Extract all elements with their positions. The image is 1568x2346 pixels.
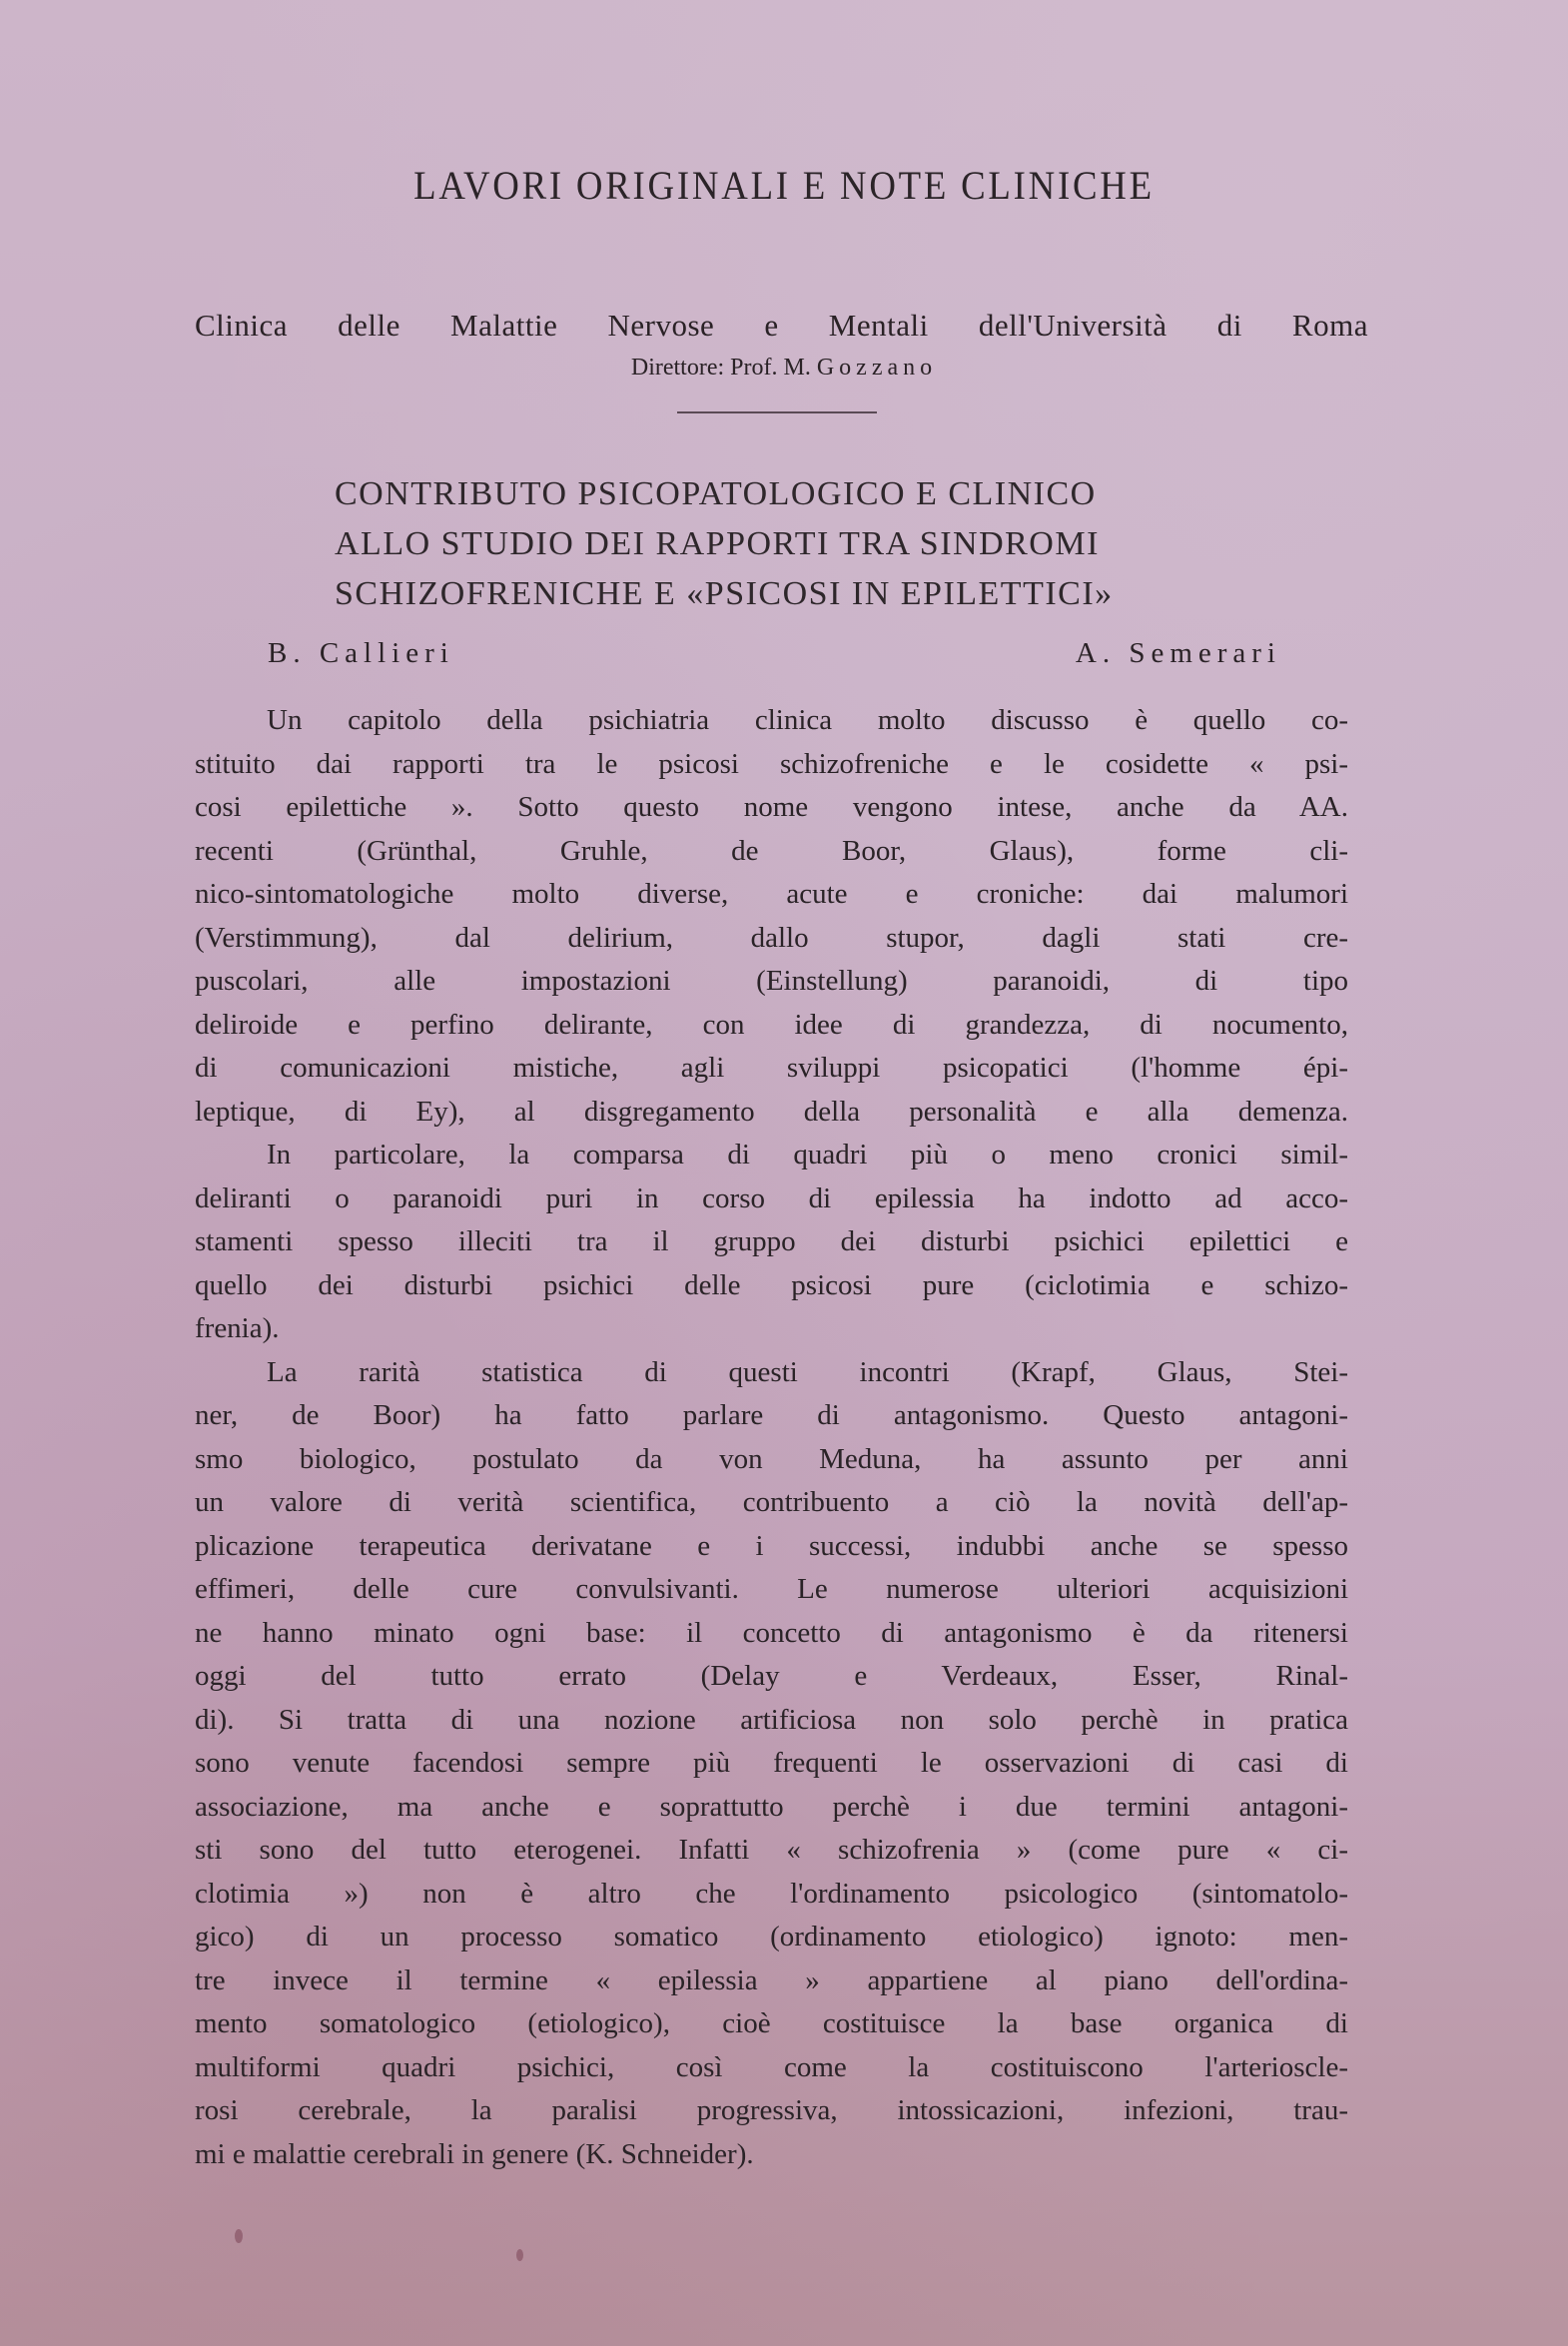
paper-stain [235,2229,243,2243]
text-line: sono venute facendosi sempre più frequenti le osservazioni di casi di [195,1747,1348,1779]
text-line: recenti (Grünthal, Gruhle, de Boor, Glaus), forme cli- [195,834,1348,867]
director-line [0,355,1568,382]
text-line: puscolari, alle impostazioni (Einstellung) paranoidi, di tipo [195,965,1348,997]
title-line: ALLO STUDIO DEI RAPPORTI TRA SINDROMI [335,525,1100,562]
text-line: clotimia ») non è altro che l'ordinamento psicologico (sintomatolo- [195,1877,1348,1910]
text-line: plicazione terapeutica derivatane e i successi, indubbi anche se spesso [195,1529,1348,1562]
text-line: cosi epilettiche ». Sotto questo nome vengono intese, anche da AA. [195,791,1348,823]
director-name: Gozzano [816,355,938,381]
text-line: gico) di un processo somatico (ordinamento etiologico) ignoto: men- [195,1921,1348,1953]
institute-name: Clinica delle Malattie Nervose e Mentali dell'Università di Roma [195,308,1368,343]
article-body [195,699,1348,2176]
author: B. Callieri [268,637,454,669]
text-line: tre invece il termine « epilessia » appartiene al piano dell'ordina- [195,1963,1348,1996]
text-line: effimeri, delle cure convulsivanti. Le numerose ulteriori acquisizioni [195,1573,1348,1605]
text-line: stamenti spesso illeciti tra il gruppo dei disturbi psichici epilettici e [195,1225,1348,1257]
director-label: Direttore: Prof. M. [630,355,811,381]
text-line: nico-sintomatologiche molto diverse, acute e croniche: dai malumori [195,878,1348,910]
text-line: ner, de Boor) ha fatto parlare di antagonismo. Questo antagoni- [195,1399,1348,1431]
text-line: La rarità statistica di questi incontri (Krapf, Glaus, Stei- [267,1355,1348,1388]
text-line: (Verstimmung), dal delirium, dallo stupor, dagli stati cre- [195,921,1348,954]
text-line: quello dei disturbi psichici delle psicosi pure (ciclotimia e schizo- [195,1268,1348,1301]
paper-stain [516,2249,523,2261]
author: A. Semerari [1075,637,1281,669]
authors [268,637,1281,670]
text-line: leptique, di Ey), al disgregamento della personalità e alla demenza. [195,1095,1348,1128]
text-line: rosi cerebrale, la paralisi progressiva, intossicazioni, infezioni, trau- [195,2094,1348,2126]
text-line: associazione, ma anche e soprattutto perchè i due termini antagoni- [195,1790,1348,1823]
text-line: stituito dai rapporti tra le psicosi schizofreniche e le cosidette « psi- [195,747,1348,780]
text-line: mi e malattie cerebrali in genere (K. Schneider). [195,2137,754,2170]
divider [677,411,877,413]
section-heading: LAVORI ORIGINALI E NOTE CLINICHE [413,163,1155,208]
text-line: mento somatologico (etiologico), cioè costituisce la base organica di [195,2007,1348,2039]
text-line: di). Si tratta di una nozione artificiosa non solo perchè in pratica [195,1703,1348,1736]
article-title [335,469,1213,619]
text-line: In particolare, la comparsa di quadri più o meno cronici simil- [267,1139,1348,1171]
text-line: di comunicazioni mistiche, agli sviluppi psicopatici (l'homme épi- [195,1052,1348,1084]
text-line: ne hanno minato ogni base: il concetto di antagonismo è da ritenersi [195,1616,1348,1649]
text-line: oggi del tutto errato (Delay e Verdeaux, Esser, Rinal- [195,1660,1348,1692]
text-line: un valore di verità scientifica, contribuento a ciò la novità dell'ap- [195,1486,1348,1518]
text-line: multiformi quadri psichici, così come la costituiscono l'arterioscle- [195,2050,1348,2083]
title-line: CONTRIBUTO PSICOPATOLOGICO E CLINICO [335,475,1097,512]
text-line: smo biologico, postulato da von Meduna, ha assunto per anni [195,1442,1348,1475]
text-line: deliroide e perfino delirante, con idee di grandezza, di nocumento, [195,1008,1348,1041]
text-line: sti sono del tutto eterogenei. Infatti « schizofrenia » (come pure « ci- [195,1834,1348,1866]
text-line: deliranti o paranoidi puri in corso di epilessia ha indotto ad acco- [195,1181,1348,1214]
text-line: frenia). [195,1312,280,1344]
title-line: SCHIZOFRENICHE E «PSICOSI IN EPILETTICI» [335,575,1114,612]
text-line: Un capitolo della psichiatria clinica molto discusso è quello co- [267,704,1348,736]
